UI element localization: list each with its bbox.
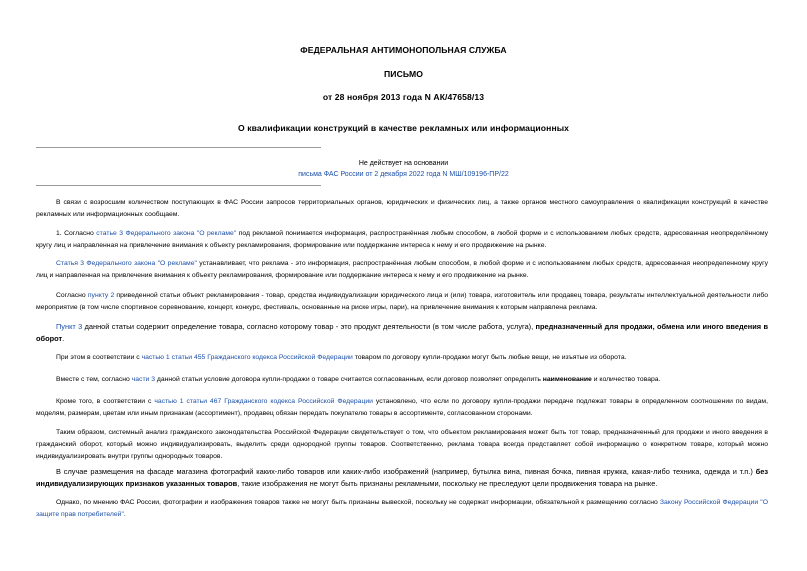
paragraph-6 bbox=[36, 374, 768, 386]
paragraph-text: При этом в соответствии с bbox=[56, 354, 142, 361]
paragraph-intro: В связи с возросшим количеством поступающих в ФАС России запросов территориальных органов, юридических и физических лиц, а также органов местного самоуправления о квалификации конструкций в качестве рекламных или информационных сообщаем. bbox=[36, 199, 768, 218]
paragraph-text: приведенной статьи объект рекламирования - товар, средства индивидуализации юридического лица и (или) товара, изготовитель или продавец товара, результаты интеллектуальной деятельности либо мероприятие (в том числе спортивное соревнование, концерт, конкурс, фестиваль, основанные на риске игры, пари), на привлечение внимания к которым направлена реклама. bbox=[36, 292, 768, 311]
paragraph-10 bbox=[36, 497, 768, 521]
paragraph-text: данной статьи содержит определение товара, согласно которому товар - это продукт деятельности (в том числе работа, услуга), bbox=[82, 322, 536, 331]
document-title: О квалификации конструкций в качестве рекламных или информационных bbox=[237, 123, 570, 133]
paragraph-text: Вместе с тем, согласно bbox=[56, 376, 132, 383]
status-note-link[interactable]: письма ФАС России от 2 декабря 2022 года N МШ/109196-ПР/22 bbox=[298, 171, 509, 178]
paragraph-text: . bbox=[123, 511, 126, 518]
paragraph-9 bbox=[36, 466, 768, 490]
paragraph-text: под рекламой понимается информация, распространённая любым способом, в любой форме и с использованием любых средств, адресованная неопределённому кругу лиц и направленная на привлечение внимания к объекту рекламирования, формирование или поддержание интереса к нему и его продвижение на рынке. bbox=[36, 230, 768, 249]
paragraph-2 bbox=[36, 258, 768, 282]
paragraph-text: 1. Согласно bbox=[56, 230, 97, 237]
paragraph-text: и количество товара. bbox=[591, 376, 661, 383]
agency-name: ФЕДЕРАЛЬНАЯ АНТИМОНОПОЛЬНАЯ СЛУЖБА bbox=[300, 45, 507, 55]
paragraph-text: . bbox=[62, 334, 65, 343]
status-note-text: Не действует на основании bbox=[358, 160, 449, 167]
bold-text: без индивидуализирующих признаков указанных товаров bbox=[36, 467, 768, 488]
paragraph-1 bbox=[36, 228, 768, 252]
paragraph-7 bbox=[36, 396, 768, 420]
paragraph-text: товаром по договору купли-продажи могут быть любые вещи, не изъятые из оборота. bbox=[352, 354, 627, 361]
paragraph-3 bbox=[36, 290, 768, 314]
link-article-3-advertising-law[interactable]: статье 3 Федерального закона "О рекламе" bbox=[96, 230, 237, 237]
paragraph-text: , такие изображения не могут быть признаны рекламными, поскольку не преследуют цели продвижения товара на рынке. bbox=[237, 479, 658, 488]
paragraph-4 bbox=[36, 321, 768, 345]
divider-bottom bbox=[36, 185, 321, 186]
divider-top bbox=[36, 147, 321, 148]
link-part-3[interactable]: части 3 bbox=[131, 376, 156, 383]
paragraph-text: В случае размещения на фасаде магазина фотографий каких-либо товаров или каких-либо изображений (например, бутылка вина, пивная бочка, пивная кружка, какая-либо техника, одежда и т.п.) bbox=[56, 467, 756, 476]
bold-text: наименование bbox=[542, 376, 592, 383]
link-civil-code-467[interactable]: частью 1 статьи 467 Гражданского кодекса Российской Федерации bbox=[154, 398, 373, 405]
paragraph-text: Кроме того, в соответствии с bbox=[56, 398, 155, 405]
link-clause-3[interactable]: Пункт 3 bbox=[56, 322, 83, 331]
link-consumer-protection-law[interactable]: Закону Российской Федерации "О защите прав потребителей" bbox=[36, 499, 768, 518]
document-date-number: от 28 ноября 2013 года N АК/47658/13 bbox=[322, 92, 485, 102]
paragraph-text: установлено, что если по договору купли-продажи передаче подлежат товары в определенном соотношении по видам, моделям, размерам, цветам или иным признакам (ассортимент), продавец обязан передать покупателю товары в ассортименте, согласованном сторонами. bbox=[36, 398, 768, 417]
paragraph-text: Согласно bbox=[56, 292, 88, 299]
link-civil-code-455[interactable]: частью 1 статьи 455 Гражданского кодекса Российской Федерации bbox=[141, 354, 353, 361]
paragraph-text: данной статьи условие договора купли-продажи о товаре считается согласованным, если договор позволяет определить bbox=[155, 376, 543, 383]
link-clause-2[interactable]: пункту 2 bbox=[87, 292, 115, 299]
link-article-3-law[interactable]: Статья 3 Федерального закона "О рекламе" bbox=[56, 260, 197, 267]
bold-text: предназначенный для продажи, обмена или иного введения в оборот bbox=[36, 322, 768, 343]
paragraph-text: устанавливает, что реклама - это информация, распространённая любым способом, в любой форме и с использованием любых средств, адресованная неопределенному кругу лиц и направленная на привлечение внимания к объекту рекламирования, формирование или поддержание интереса к нему и его продвижение на рынке. bbox=[36, 260, 768, 279]
document-type: ПИСЬМО bbox=[384, 69, 423, 79]
paragraph-text: Однако, по мнению ФАС России, фотографии и изображения товаров также не могут быть признаны вывеской, поскольку не содержат информации, обязательной к размещению согласно bbox=[56, 499, 660, 506]
paragraph-5 bbox=[36, 352, 768, 364]
paragraph-8: Таким образом, системный анализ гражданского законодательства Российской Федерации свидетельствует о том, что объектом рекламирования может быть тот товар, предназначенный для продажи и иного введения в гражданский оборот, который можно индивидуализировать, выделить среди однородной группы товаров. Соответственно, реклама товара всегда представляет собой информацию о конкретном товаре, который можно индивидуализировать внутри группы однородных товаров. bbox=[36, 429, 768, 460]
status-note bbox=[0, 158, 807, 180]
